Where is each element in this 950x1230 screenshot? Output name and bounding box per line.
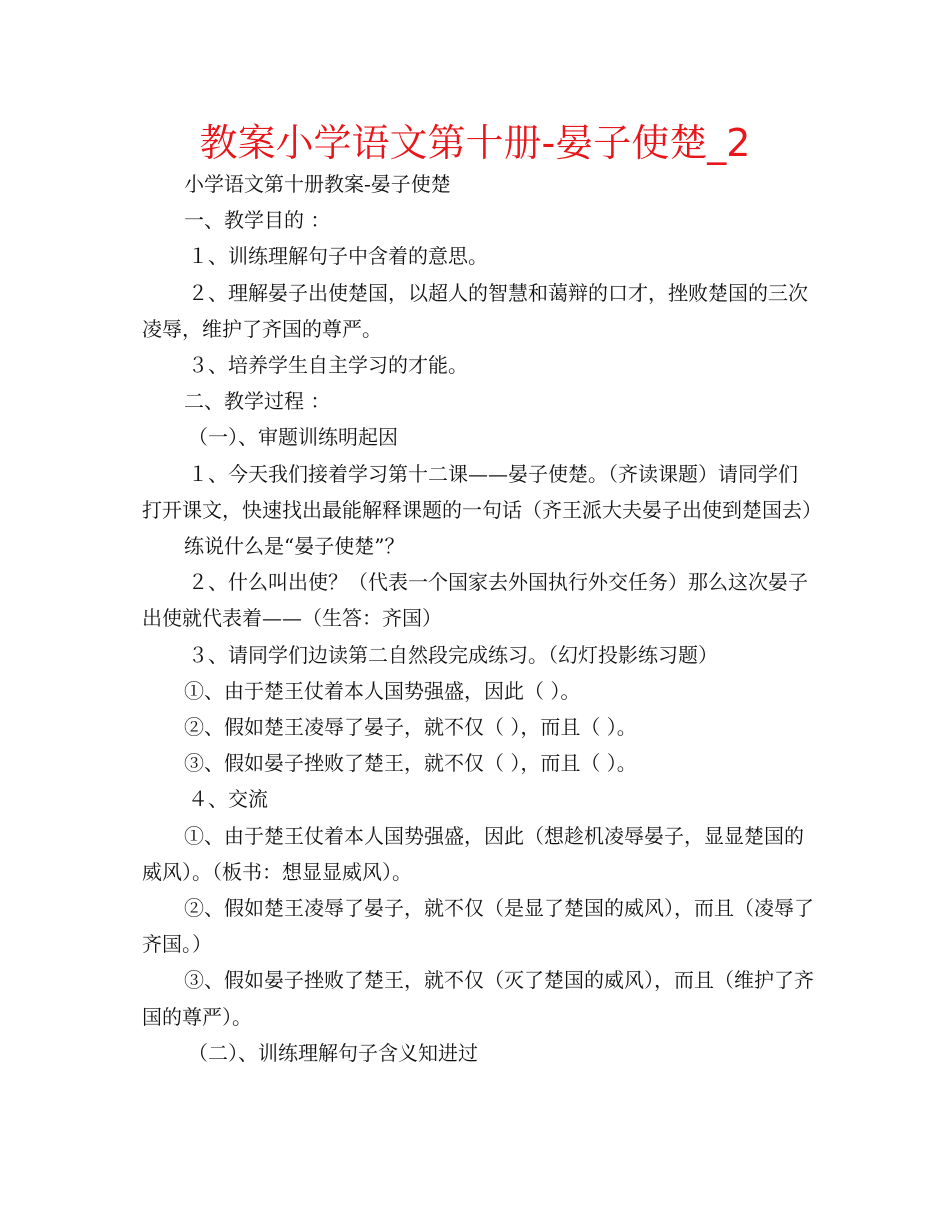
paragraph: ２、什么叫出使？（代表一个国家去外国执行外交任务）那么这次晏子出使就代表着——（生答：齐国） [142, 570, 808, 631]
paragraph-subtitle: 小学语文第十册教案-晏子使楚 [184, 172, 451, 196]
paragraph-answer: ①、由于楚王仗着本人国势强盛，因此（想趁机凌辱晏子，显显楚国的威风）。（板书：想显显威风）。 [142, 823, 804, 884]
paragraph: ４、交流 [188, 787, 268, 812]
paragraph: ２、理解晏子出使楚国，以超人的智慧和蔼辩的口才，挫败楚国的三次凌辱，维护了齐国的尊严。 [142, 280, 808, 341]
paragraph-exercise: ②、假如楚王凌辱了晏子，就不仅（ ），而且（ ）。 [184, 715, 637, 740]
paragraph: ３、培养学生自主学习的才能。 [188, 353, 468, 378]
paragraph-exercise: ①、由于楚王仗着本人国势强盛，因此（ ）。 [184, 678, 581, 703]
document-title: 教案小学语文第十册-晏子使楚_2 [199, 121, 751, 165]
paragraph: 练说什么是“晏子使楚”？ [184, 534, 405, 559]
paragraph-section-heading: 一、教学目的 ： [184, 208, 331, 233]
paragraph-subsection-heading: （一）、审题训练明起因 [188, 425, 398, 450]
paragraph: １、今天我们接着学习第十二课——晏子使楚。（齐读课题）请同学们打开课文，快速找出最能解释课题的一句话（齐王派大夫晏子出使到楚国去） [142, 461, 822, 522]
paragraph: １、训练理解句子中含着的意思。 [188, 244, 488, 269]
paragraph-answer: ②、假如楚王凌辱了晏子，就不仅（是显了楚国的威风），而且（凌辱了齐国。） [142, 896, 814, 957]
paragraph-exercise: ③、假如晏子挫败了楚王，就不仅（ ），而且（ ）。 [184, 751, 637, 776]
paragraph-section-heading: 二、教学过程 ： [184, 389, 331, 414]
paragraph-subsection-heading: （二）、训练理解句子含义知进过 [188, 1040, 478, 1065]
paragraph: ３、请同学们边读第二自然段完成练习。（幻灯投影练习题） [188, 642, 718, 667]
paragraph-answer: ③、假如晏子挫败了楚王，就不仅（灭了楚国的威风），而且（维护了齐国的尊严）。 [142, 968, 814, 1029]
document-body [142, 166, 822, 1071]
